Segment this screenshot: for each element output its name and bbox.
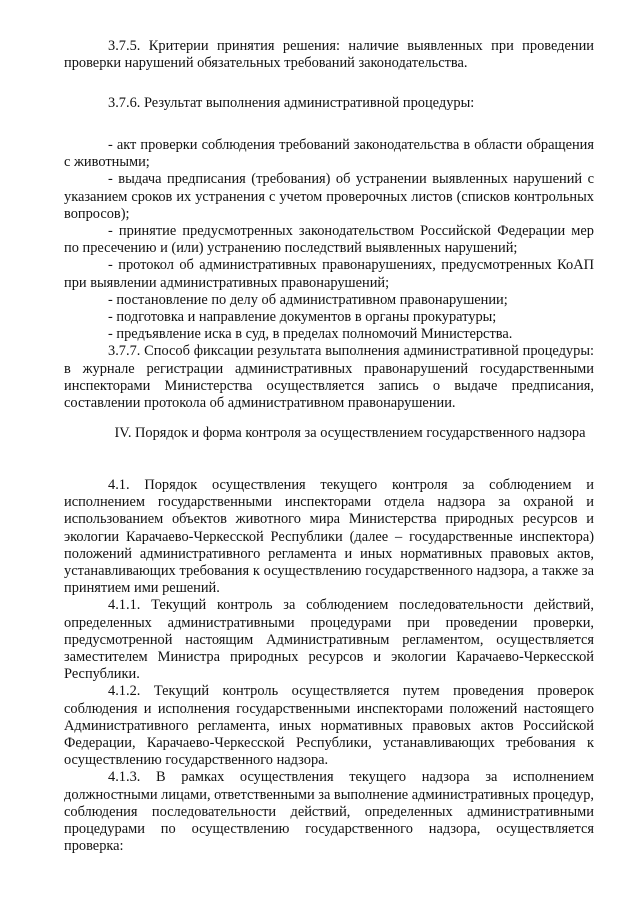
clause-3-7-6 <box>64 95 594 112</box>
paragraph-4-1-3: 4.1.3. В рамках осуществления текущего надзора за исполнением должностными лицами, ответственными за выполнение административных процедур, соблюдения последовательности действий, определенных административными процедурами по осуществлению государственного надзора, осуществляется проверка: <box>64 769 594 855</box>
paragraph-3-7-7: 3.7.7. Способ фиксации результата выполнения административной процедуры: в журнале регистрации административных правонарушений государственными инспекторами Министерства осуществляется запись о выдаче предписания, составлении протокола об административном правонарушении. <box>64 343 594 412</box>
paragraph-4-1: 4.1. Порядок осуществления текущего контроля за соблюдением и исполнением государственными инспекторами отдела надзора за охраной и использованием объектов животного мира Министерства природных ресурсов и экологии Карачаево-Черкесской Республики (далее – государственные инспектора) положений административного регламента и иных нормативных правовых актов, устанавливающих требования к осуществлению государственного надзора, а также за принятием ими решений. <box>64 477 594 597</box>
result-item: - подготовка и направление документов в органы прокуратуры; <box>108 309 497 326</box>
result-item: - акт проверки соблюдения требований законодательства в области обращения с животными; <box>64 137 594 171</box>
result-item: - протокол об административных правонарушениях, предусмотренных КоАП при выявлении административных правонарушений; <box>64 257 594 291</box>
paragraph-4-1-2: 4.1.2. Текущий контроль осуществляется путем проведения проверок соблюдения и исполнения государственными инспекторами положений настоящего Административного регламента, иных нормативных правовых актов Российской Федерации, Карачаево-Черкесской Республики, устанавливающих требования к осуществлению государственного надзора. <box>64 683 594 769</box>
results-list <box>64 131 594 412</box>
result-item: - выдача предписания (требования) об устранении выявленных нарушений с указанием сроков их устранения с учетом проверочных листов (списков контрольных вопросов); <box>64 171 594 222</box>
paragraph-4-1-1: 4.1.1. Текущий контроль за соблюдением последовательности действий, определенных административными процедурами при проведении проверки, предусмотренной настоящим Административным регламентом, осуществляется заместителем Министра природных ресурсов и экологии Карачаево-Черкесской Республики. <box>64 597 594 683</box>
paragraph-3-7-6: 3.7.6. Результат выполнения административной процедуры: <box>108 95 475 111</box>
clause-3-7-5 <box>64 38 594 72</box>
section-4-body <box>64 477 594 855</box>
section-heading: IV. Порядок и форма контроля за осуществлением государственного надзора <box>114 425 586 441</box>
paragraph-3-7-5: 3.7.5. Критерии принятия решения: наличие выявленных при проведении проверки нарушений обязательных требований законодательства. <box>64 38 594 72</box>
result-item: - принятие предусмотренных законодательством Российской Федерации мер по пресечению и (или) устранению последствий выявленных нарушений; <box>64 223 594 257</box>
section-heading-block <box>110 425 590 442</box>
result-item: - постановление по делу об административном правонарушении; <box>108 291 508 308</box>
result-item: - предъявление иска в суд, в пределах полномочий Министерства. <box>108 326 513 343</box>
